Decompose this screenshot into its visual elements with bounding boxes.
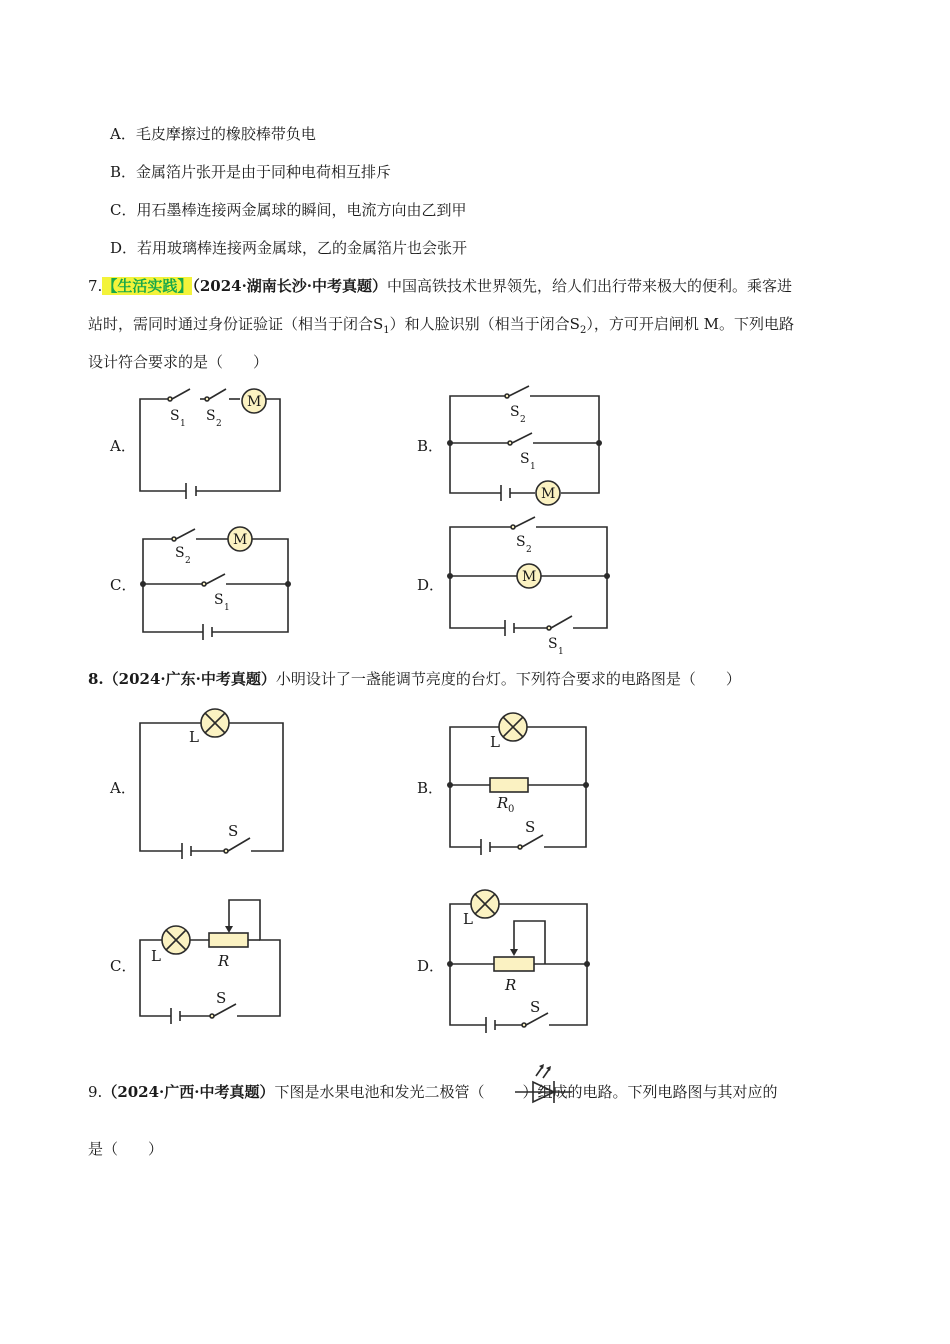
q7-label-c: C． bbox=[110, 576, 137, 594]
q8c-switch-label: S bbox=[216, 989, 227, 1007]
q7c-s1-sub: 1 bbox=[224, 603, 230, 613]
q8c-rheostat-label: R bbox=[218, 952, 230, 970]
q7-text1: 中国高铁技术世界领先，给人们出行带来极大的便利。乘客进 bbox=[387, 277, 793, 295]
q8-label-b: B． bbox=[417, 779, 444, 797]
q7b-motor-label: M bbox=[541, 486, 556, 502]
q7a-s1: S bbox=[170, 408, 180, 424]
q7d-motor-label: M bbox=[522, 569, 537, 585]
q8d-switch-label: S bbox=[530, 998, 541, 1016]
q7-label-d: D． bbox=[417, 576, 445, 594]
q9-text2: ）组成的电路。下列电路图与其对应的 bbox=[522, 1083, 778, 1101]
q7-source: （2024·湖南长沙·中考真题） bbox=[192, 277, 388, 295]
q7b-s2: S bbox=[510, 404, 520, 420]
q8d-lamp-label: L bbox=[463, 910, 473, 928]
q7c-motor-label: M bbox=[233, 532, 248, 548]
q8d-rheostat-label: R bbox=[505, 976, 517, 994]
q9-source: （2024·广西·中考真题） bbox=[102, 1083, 275, 1101]
q7a-s2: S bbox=[206, 408, 216, 424]
q8-number: 8. bbox=[88, 670, 104, 688]
q7d-s2-sub: 2 bbox=[526, 545, 532, 555]
q9-stem-line2: 是（ ） bbox=[88, 1140, 164, 1158]
q8c-lamp-label: L bbox=[151, 947, 161, 965]
q6-option-c: C．用石墨棒连接两金属球的瞬间，电流方向由乙到甲 bbox=[110, 201, 467, 219]
q8b-resistor-label: R bbox=[497, 794, 509, 812]
q7-text2a: 站时，需同时通过身份证验证（相当于闭合S bbox=[88, 315, 384, 333]
q7b-s1: S bbox=[520, 451, 530, 467]
q8-text: 小明设计了一盏能调节亮度的台灯。下列符合要求的电路图是（ ） bbox=[275, 670, 741, 688]
q9-number: 9. bbox=[88, 1083, 103, 1101]
q7-tag: 【生活实践】 bbox=[102, 277, 193, 295]
q7c-s1: S bbox=[214, 592, 224, 608]
q7d-s1: S bbox=[548, 636, 558, 652]
q7-stem-line3: 设计符合要求的是（ ） bbox=[88, 353, 269, 371]
q8-label-c: C． bbox=[110, 957, 137, 975]
q7-sub1: 1 bbox=[383, 325, 390, 336]
q7-number: 7. bbox=[88, 277, 103, 295]
q6-option-b: B．金属箔片张开是由于同种电荷相互排斥 bbox=[110, 163, 392, 181]
q8-source: （2024·广东·中考真题） bbox=[103, 670, 276, 688]
q7a-motor-label: M bbox=[247, 394, 262, 410]
q8a-lamp-label: L bbox=[189, 728, 199, 746]
q8-label-d: D． bbox=[417, 957, 445, 975]
q8a-switch-label: S bbox=[228, 822, 239, 840]
q9-text1: 下图是水果电池和发光二极管（ bbox=[274, 1083, 485, 1101]
q8b-lamp-label: L bbox=[490, 733, 500, 751]
q7-label-b: B． bbox=[417, 437, 444, 455]
q7c-s2: S bbox=[175, 545, 185, 561]
q7c-s2-sub: 2 bbox=[185, 556, 191, 566]
q7b-s2-sub: 2 bbox=[520, 415, 526, 425]
q7a-s2-sub: 2 bbox=[216, 419, 222, 429]
q7a-s1-sub: 1 bbox=[180, 419, 186, 429]
q7b-s1-sub: 1 bbox=[530, 462, 536, 472]
q7-label-a: A． bbox=[110, 437, 136, 455]
q8b-resistor-sub: 0 bbox=[508, 804, 515, 815]
q8-label-a: A． bbox=[110, 779, 136, 797]
q6-option-d: D．若用玻璃棒连接两金属球，乙的金属箔片也会张开 bbox=[110, 239, 468, 257]
q7-text2b: ）和人脸识别（相当于闭合S bbox=[389, 315, 580, 333]
q7d-s2: S bbox=[516, 534, 526, 550]
q7-sub2: 2 bbox=[579, 325, 587, 336]
q6-option-a: A．毛皮摩擦过的橡胶棒带负电 bbox=[110, 125, 316, 143]
q7d-s1-sub: 1 bbox=[558, 647, 564, 657]
q7-text2c: ），方可开启闸机 M。下列电路 bbox=[586, 315, 794, 333]
q8b-switch-label: S bbox=[525, 818, 536, 836]
